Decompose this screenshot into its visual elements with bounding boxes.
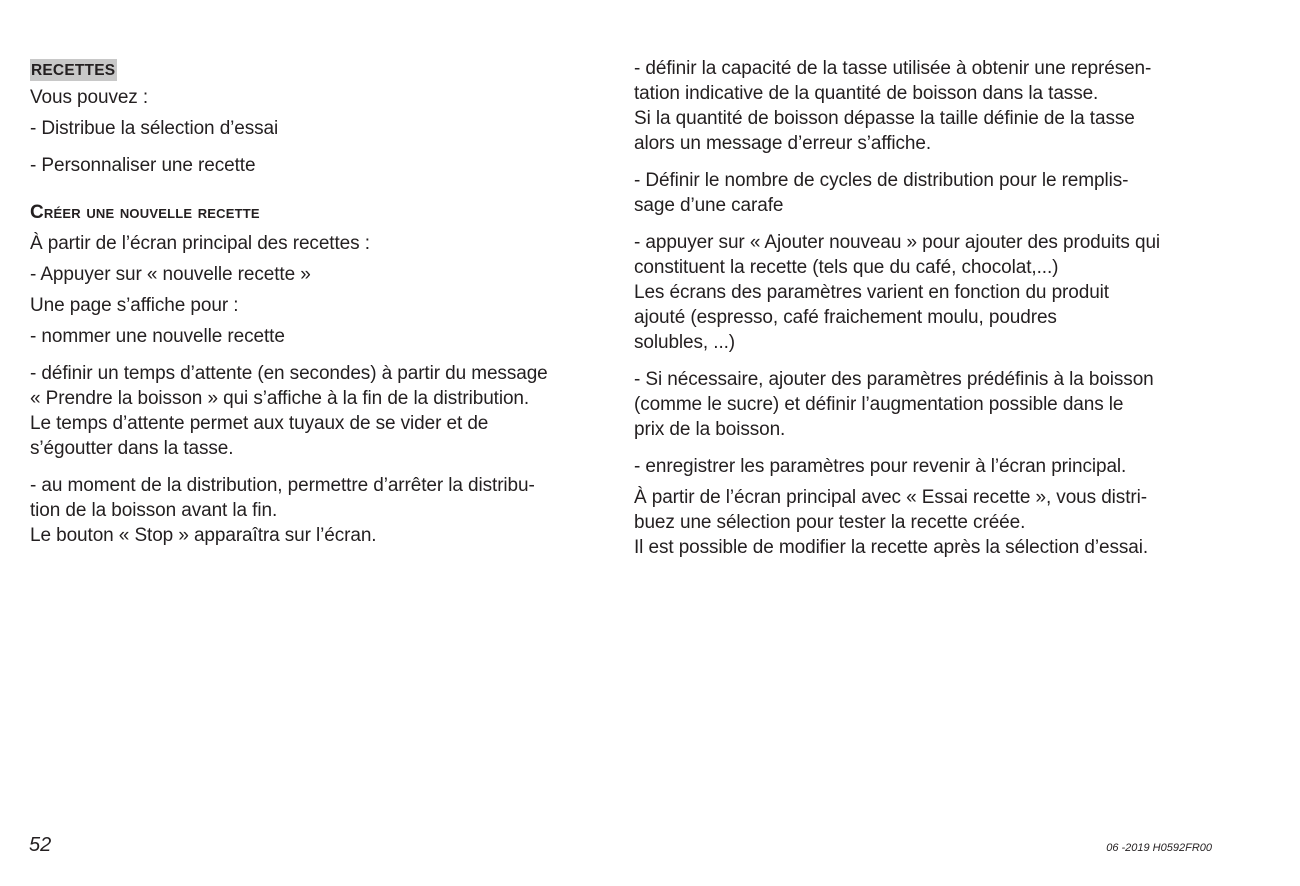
list-item (634, 230, 1224, 355)
list-item-line: constituent la recette (tels que du café, chocolat,...) (634, 257, 1059, 278)
intro-item-2: - Personnaliser une recette (30, 155, 256, 176)
intro-text: Vous pouvez : (30, 87, 149, 108)
intro-item-1: - Distribue la sélection d’essai (30, 118, 279, 139)
list-item (634, 168, 1224, 218)
list-item-line: tion de la boisson avant la fin. (30, 500, 278, 521)
list-item (30, 324, 610, 349)
list-item-line: - définir un temps d’attente (en secondes) à partir du message (30, 363, 548, 384)
list-item-line: - enregistrer les paramètres pour revenir à l’écran principal. (634, 456, 1127, 477)
closing-paragraph (634, 485, 1224, 560)
right-column (634, 56, 1224, 560)
from-main-text: À partir de l’écran principal des recettes : (30, 233, 370, 254)
list-item-line: « Prendre la boisson » qui s’affiche à la fin de la distribution. (30, 388, 530, 409)
section-heading: Créer une nouvelle recette (30, 202, 260, 223)
list-item (634, 454, 1224, 479)
list-item-line: Les écrans des paramètres varient en fonction du produit (634, 282, 1109, 303)
list-item (30, 361, 610, 461)
list-item-line: (comme le sucre) et définir l’augmentation possible dans le (634, 394, 1124, 415)
list-item-line: - définir la capacité de la tasse utilisée à obtenir une représen- (634, 58, 1152, 79)
list-item-line: sage d’une carafe (634, 195, 784, 216)
list-item-line: ajouté (espresso, café fraichement moulu, poudres (634, 307, 1057, 328)
list-item (634, 367, 1224, 442)
list-item-line: prix de la boisson. (634, 419, 786, 440)
page-number: 52 (29, 834, 52, 856)
closing-line: À partir de l’écran principal avec « Essai recette », vous distri- (634, 487, 1147, 508)
closing-line: Il est possible de modifier la recette après la sélection d’essai. (634, 537, 1149, 558)
list-item-line: - Si nécessaire, ajouter des paramètres prédéfinis à la boisson (634, 369, 1154, 390)
document-reference: 06 -2019 H0592FR00 (1106, 842, 1212, 854)
list-item (634, 56, 1224, 156)
list-item (30, 473, 610, 548)
press-instruction: - Appuyer sur « nouvelle recette » (30, 264, 311, 285)
list-item-line: Le temps d’attente permet aux tuyaux de se vider et de (30, 413, 489, 434)
list-item-line: - au moment de la distribution, permettre d’arrêter la distribu- (30, 475, 535, 496)
list-item-line: s’égoutter dans la tasse. (30, 438, 234, 459)
list-item-line: - Définir le nombre de cycles de distribution pour le remplis- (634, 170, 1129, 191)
list-item-line: alors un message d’erreur s’affiche. (634, 133, 932, 154)
list-item-line: Le bouton « Stop » apparaîtra sur l’écran. (30, 525, 377, 546)
left-column (30, 56, 610, 548)
page-shows-text: Une page s’affiche pour : (30, 295, 239, 316)
section-tag: RECETTES (30, 59, 117, 81)
list-item-line: - nommer une nouvelle recette (30, 326, 285, 347)
list-item-line: Si la quantité de boisson dépasse la taille définie de la tasse (634, 108, 1135, 129)
list-item-line: - appuyer sur « Ajouter nouveau » pour ajouter des produits qui (634, 232, 1161, 253)
closing-line: buez une sélection pour tester la recette créée. (634, 512, 1026, 533)
list-item-line: solubles, ...) (634, 332, 736, 353)
list-item-line: tation indicative de la quantité de boisson dans la tasse. (634, 83, 1099, 104)
